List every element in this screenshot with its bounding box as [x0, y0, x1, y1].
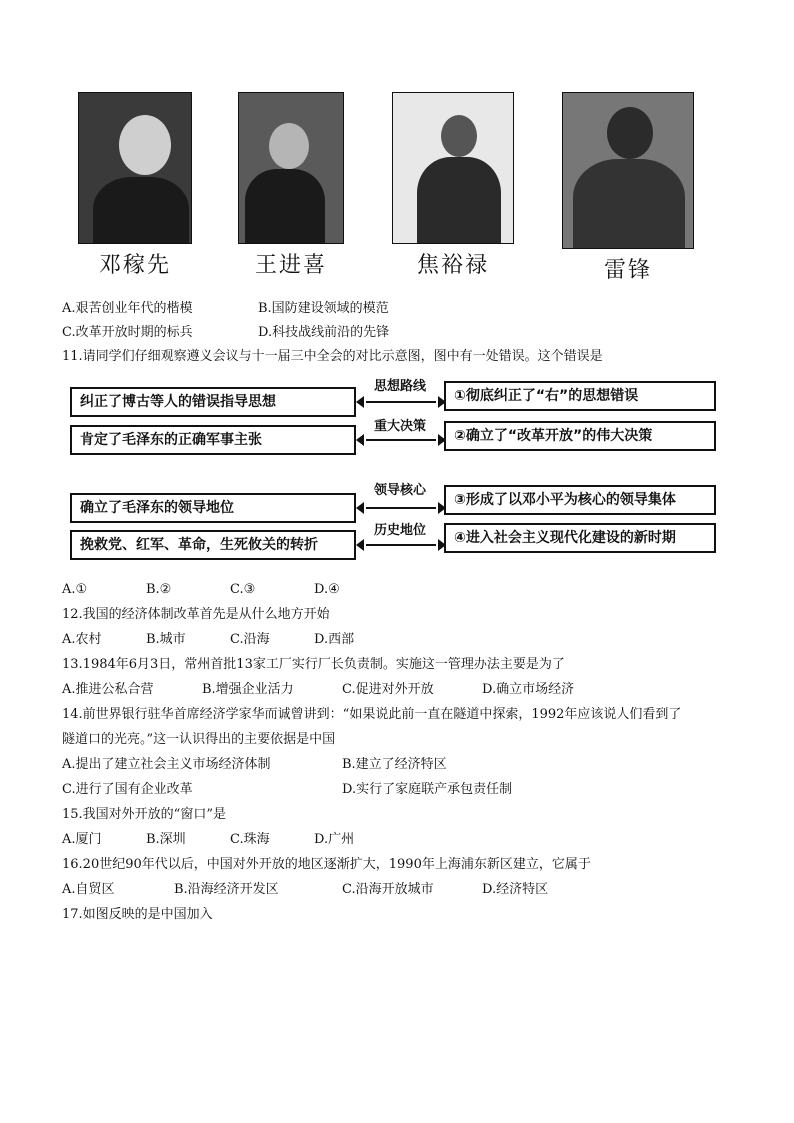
- q11-stem: 11.请同学们仔细观察遵义会议与十一届三中全会的对比示意图，图中有一处错误。这个错误是: [62, 349, 603, 364]
- q11-option-c[interactable]: C.③: [230, 582, 256, 597]
- q11-option-a[interactable]: A.①: [62, 582, 88, 597]
- double-arrow-icon: [366, 544, 436, 546]
- q14-option-c[interactable]: C.进行了国有企业改革: [62, 782, 193, 797]
- portrait-card-4: [562, 92, 694, 284]
- q12-option-b[interactable]: B.城市: [146, 632, 186, 647]
- q15-option-b[interactable]: B.深圳: [146, 832, 186, 847]
- q16-option-a[interactable]: A.自贸区: [62, 882, 115, 897]
- diagram-label-4: 历史地位: [373, 523, 426, 538]
- double-arrow-icon: [366, 507, 436, 509]
- q12-stem: 12.我国的经济体制改革首先是从什么地方开始: [62, 607, 330, 622]
- q13-stem: 13.1984年6月3日，常州首批13家工厂实行厂长负责制。实施这一管理办法主要是为了: [62, 657, 565, 672]
- q14-option-d[interactable]: D.实行了家庭联产承包责任制: [342, 782, 513, 797]
- q16-option-d[interactable]: D.经济特区: [482, 882, 549, 897]
- portrait-caption: 邓稼先: [98, 253, 171, 278]
- q12-option-d[interactable]: D.西部: [314, 632, 355, 647]
- diagram-left-3: 确立了毛泽东的领导地位: [70, 493, 356, 523]
- diagram-right-4: ④进入社会主义现代化建设的新时期: [444, 523, 716, 553]
- diagram-left-1: 纠正了博古等人的错误指导思想: [70, 387, 356, 417]
- portrait-row: [74, 92, 704, 292]
- q11-option-b[interactable]: B.②: [146, 582, 172, 597]
- portrait-photo-1: [78, 92, 192, 244]
- q14-option-b[interactable]: B.建立了经济特区: [342, 757, 447, 772]
- comparison-diagram: [66, 373, 718, 568]
- q10-option-a[interactable]: A.艰苦创业年代的楷模: [62, 301, 193, 316]
- portrait-photo-2: [238, 92, 344, 244]
- portrait-card-2: [238, 92, 344, 279]
- portrait-caption: 王进喜: [254, 253, 327, 278]
- q16-stem: 16.20世纪90年代以后，中国对外开放的地区逐渐扩大，1990年上海浦东新区建立，它属于: [62, 857, 591, 872]
- q10-option-c[interactable]: C.改革开放时期的标兵: [62, 325, 193, 340]
- q12-option-c[interactable]: C.沿海: [230, 632, 270, 647]
- diagram-right-3: ③形成了以邓小平为核心的领导集体: [444, 485, 716, 515]
- double-arrow-icon: [366, 439, 436, 441]
- portrait-card-3: [392, 92, 514, 279]
- q15-option-d[interactable]: D.广州: [314, 832, 355, 847]
- diagram-left-4: 挽救党、红军、革命，生死攸关的转折: [70, 530, 356, 560]
- q14-stem-line2: 隧道口的光亮。”这一认识得出的主要依据是中国: [62, 732, 336, 747]
- q15-option-c[interactable]: C.珠海: [230, 832, 270, 847]
- q10-option-b[interactable]: B.国防建设领域的模范: [258, 301, 389, 316]
- portrait-card-1: [78, 92, 192, 279]
- q17-stem: 17.如图反映的是中国加入: [62, 907, 213, 922]
- portrait-photo-3: [392, 92, 514, 244]
- q15-option-a[interactable]: A.厦门: [62, 832, 102, 847]
- q16-option-c[interactable]: C.沿海开放城市: [342, 882, 434, 897]
- q15-stem: 15.我国对外开放的“窗口”是: [62, 807, 226, 822]
- q12-option-a[interactable]: A.农村: [62, 632, 102, 647]
- diagram-left-2: 肯定了毛泽东的正确军事主张: [70, 425, 356, 455]
- diagram-right-2: ②确立了“改革开放”的伟大决策: [444, 421, 716, 451]
- portrait-caption: 雷锋: [603, 258, 652, 283]
- double-arrow-icon: [366, 401, 436, 403]
- portrait-photo-4: [562, 92, 694, 249]
- q11-option-d[interactable]: D.④: [314, 582, 340, 597]
- q14-option-a[interactable]: A.提出了建立社会主义市场经济体制: [62, 757, 271, 772]
- diagram-label-2: 重大决策: [373, 419, 426, 434]
- q10-option-d[interactable]: D.科技战线前沿的先锋: [258, 325, 390, 340]
- diagram-label-3: 领导核心: [373, 483, 426, 498]
- diagram-right-1: ①彻底纠正了“右”的思想错误: [444, 381, 716, 411]
- portrait-caption: 焦裕禄: [416, 253, 489, 278]
- q13-option-a[interactable]: A.推进公私合营: [62, 682, 154, 697]
- q14-stem-line1: 14.前世界银行驻华首席经济学家华而诚曾讲到：“如果说此前一直在隧道中探索，1992年应该说人们看到了: [62, 707, 682, 722]
- q13-option-b[interactable]: B.增强企业活力: [202, 682, 294, 697]
- q16-option-b[interactable]: B.沿海经济开发区: [174, 882, 279, 897]
- q13-option-c[interactable]: C.促进对外开放: [342, 682, 434, 697]
- diagram-label-1: 思想路线: [373, 379, 426, 394]
- q13-option-d[interactable]: D.确立市场经济: [482, 682, 575, 697]
